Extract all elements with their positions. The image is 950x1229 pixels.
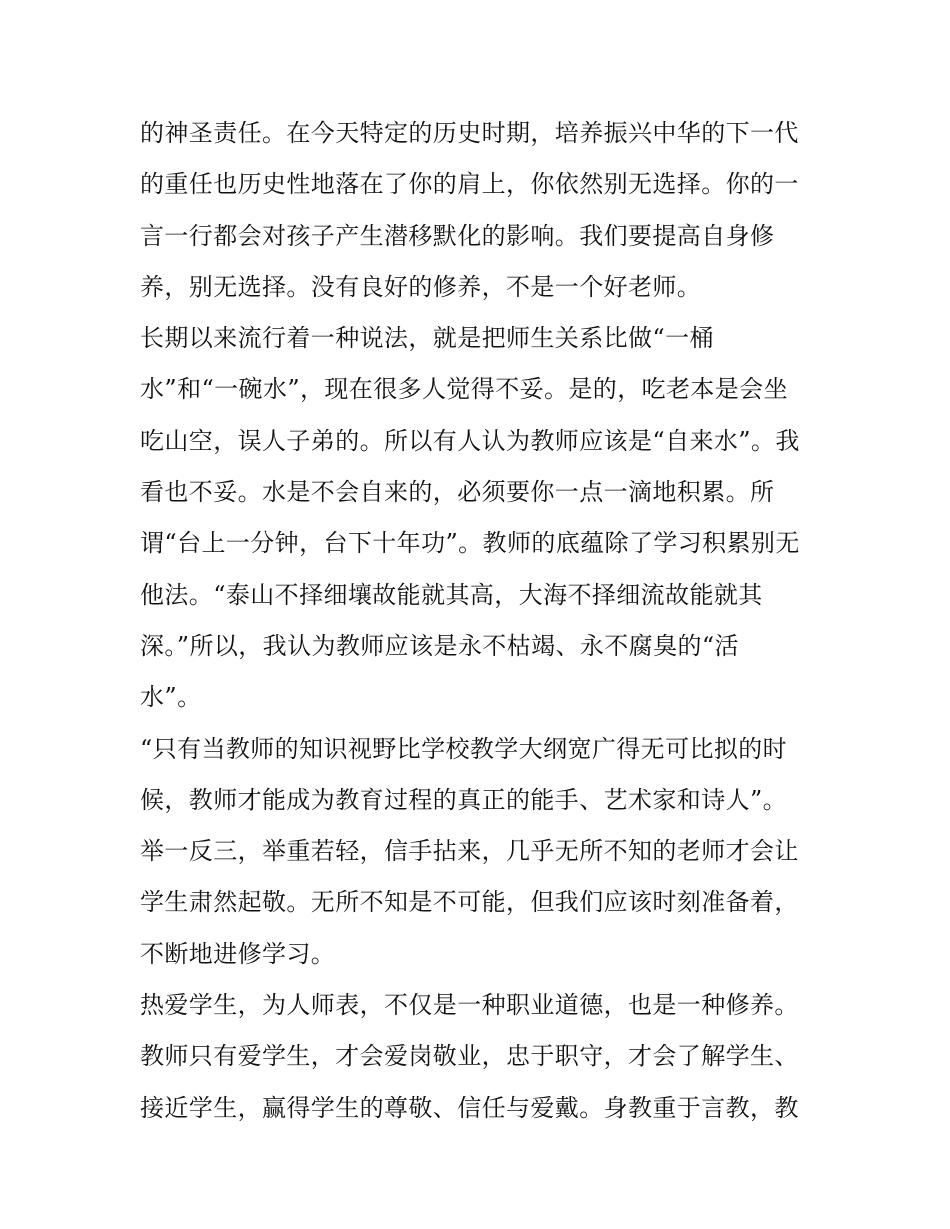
text-line: 谓“台上一分钟，台下十年功”。教师的底蕴除了学习积累别无	[140, 529, 800, 558]
text-line: 吃山空，误人子弟的。所以有人认为教师应该是“自来水”。我	[140, 426, 800, 455]
text-line: 水”和“一碗水”，现在很多人觉得不妥。是的，吃老本是会坐	[140, 375, 789, 404]
text-line: 的重任也历史性地落在了你的肩上，你依然别无选择。你的一	[140, 170, 799, 199]
text-line: 热爱学生，为人师表，不仅是一种职业道德，也是一种修养。	[140, 991, 799, 1020]
text-line: 不断地进修学习。	[140, 939, 336, 968]
text-line: “只有当教师的知识视野比学校教学大纲宽广得无可比拟的时	[140, 734, 788, 763]
text-line: 深。”所以，我认为教师应该是永不枯竭、永不腐臭的“活	[140, 631, 739, 660]
text-line: 学生肃然起敬。无所不知是不可能，但我们应该时刻准备着，	[140, 888, 799, 917]
text-line: 水”。	[140, 683, 202, 712]
text-line: 看也不妥。水是不会自来的，必须要你一点一滴地积累。所	[140, 478, 775, 507]
text-line: 接近学生，赢得学生的尊敬、信任与爱戴。身教重于言教，教	[140, 1093, 799, 1122]
text-line: 教师只有爱学生，才会爱岗敬业，忠于职守，才会了解学生、	[140, 1042, 799, 1071]
text-line: 长期以来流行着一种说法，就是把师生关系比做“一桶	[140, 324, 714, 353]
text-line: 举一反三，举重若轻，信手拈来，几乎无所不知的老师才会让	[140, 837, 799, 866]
text-line: 他法。“泰山不择细壤故能就其高，大海不择细流故能就其	[140, 580, 763, 609]
text-line: 的神圣责任。在今天特定的历史时期，培养振兴中华的下一代	[140, 119, 799, 147]
text-line: 候，教师才能成为教育过程的真正的能手、艺术家和诗人”。	[140, 785, 788, 814]
text-line: 养，别无选择。没有良好的修养，不是一个好老师。	[140, 272, 702, 301]
body-text	[140, 108, 820, 1134]
text-line: 言一行都会对孩子产生潜移默化的影响。我们要提高自身修	[140, 221, 775, 250]
